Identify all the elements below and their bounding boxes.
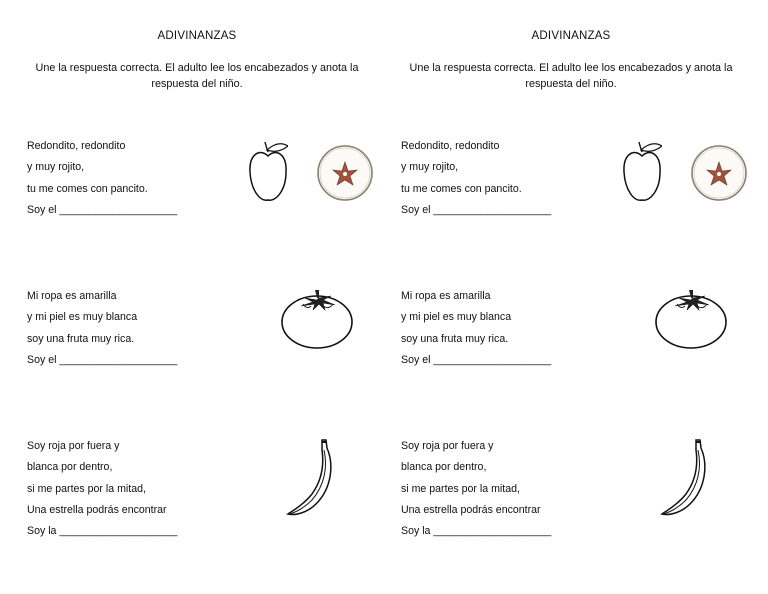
riddle-line: tu me comes con pancito. — [401, 182, 522, 195]
riddle-line: Una estrella podrás encontrar — [401, 503, 541, 516]
riddle-line: Mi ropa es amarilla — [27, 290, 117, 302]
answer-line: Soy el ____________________ — [401, 353, 552, 366]
tomato-icon — [653, 288, 729, 350]
riddle-line: y mi piel es muy blanca — [401, 311, 512, 324]
riddle-line: Soy roja por fuera y — [401, 440, 494, 452]
apple-slice-icon — [690, 144, 748, 202]
riddle-line: si me partes por la mitad, — [401, 482, 520, 495]
riddle-line: Mi ropa es amarilla — [401, 290, 491, 302]
riddle-line: y muy rojito, — [27, 161, 85, 174]
answer-line: Soy la ____________________ — [401, 525, 552, 538]
riddle-2 — [401, 286, 551, 371]
riddle-line: soy una fruta muy rica. — [401, 332, 509, 345]
worksheet-instruction: Une la respuesta correcta. El adulto lee los encabezados y anota la respuesta del niño. — [35, 62, 359, 90]
answer-line: Soy el ____________________ — [27, 353, 178, 366]
riddle-2 — [27, 286, 177, 371]
banana-icon — [286, 438, 336, 518]
riddle-line: Redondito, redondito — [27, 140, 126, 152]
riddle-1 — [27, 136, 177, 221]
tomato-icon — [279, 288, 355, 350]
apple-icon — [248, 140, 288, 204]
worksheet-right — [374, 0, 758, 594]
riddle-line: soy una fruta muy rica. — [27, 332, 135, 345]
riddle-1 — [401, 136, 551, 221]
answer-line: Soy el ____________________ — [27, 203, 178, 216]
worksheet-title: ADIVINANZAS — [531, 30, 611, 42]
riddle-line: y muy rojito, — [401, 161, 459, 174]
riddle-line: Redondito, redondito — [401, 140, 500, 152]
riddle-3 — [27, 436, 177, 542]
riddle-line: blanca por dentro, — [401, 461, 487, 474]
riddle-line: tu me comes con pancito. — [27, 182, 148, 195]
apple-slice-icon — [316, 144, 374, 202]
riddle-line: Soy roja por fuera y — [27, 440, 120, 452]
banana-icon — [660, 438, 710, 518]
riddle-line: blanca por dentro, — [27, 461, 113, 474]
riddle-line: Una estrella podrás encontrar — [27, 503, 167, 516]
apple-icon — [622, 140, 662, 204]
answer-line: Soy la ____________________ — [27, 525, 178, 538]
riddle-line: si me partes por la mitad, — [27, 482, 146, 495]
answer-line: Soy el ____________________ — [401, 203, 552, 216]
riddle-line: y mi piel es muy blanca — [27, 311, 138, 324]
riddle-3 — [401, 436, 551, 542]
worksheet-instruction: Une la respuesta correcta. El adulto lee los encabezados y anota la respuesta del niño. — [409, 62, 733, 90]
worksheet-title: ADIVINANZAS — [157, 30, 237, 42]
